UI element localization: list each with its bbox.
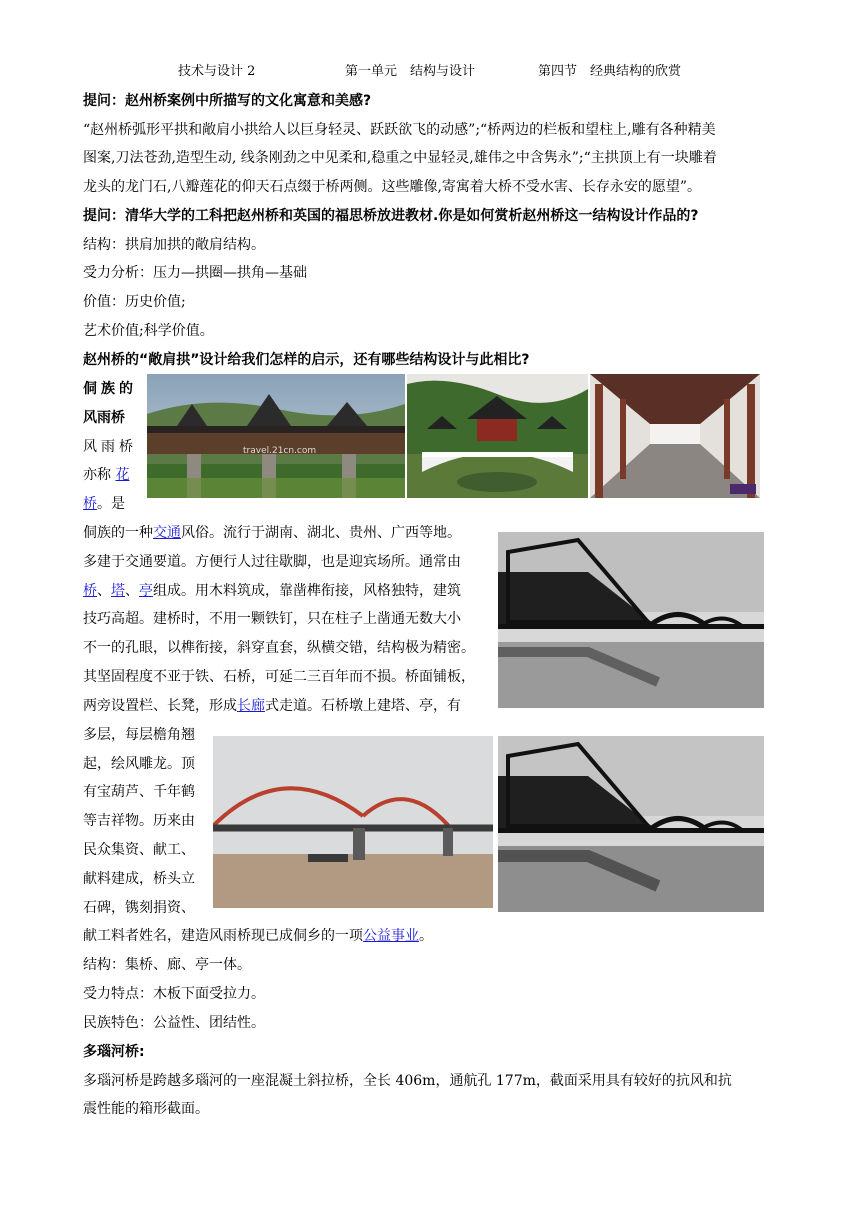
link-changlang[interactable]: 长廊 (237, 698, 265, 714)
pavilion-bridge-photo (407, 374, 588, 498)
fengyu-narrow-line: 民众集资、献工、 (83, 842, 195, 858)
fengyu-force: 受力特点：木板下面受拉力。 (83, 986, 265, 1002)
fengyu-body-line: 不一的孔眼，以榫衔接，斜穿直套，纵横交错，结构极为精密。 (83, 640, 475, 656)
forth-bridge-photo-2 (498, 736, 764, 912)
fengyu-narrow-line: 多层，每层檐角翘 (83, 727, 195, 743)
fengyu-intro-a: 风 雨 桥 (83, 439, 133, 455)
duoyao-para-line: 震性能的箱形截面。 (83, 1101, 209, 1117)
link-jiaotong[interactable]: 交通 (153, 525, 181, 541)
question-1-para-line: 龙头的龙门石,八瓣莲花的仰天石点缀于桥两侧。这些雕像,寄寓着大桥不受水害、长存永安的愿望”。 (83, 179, 702, 195)
fengyu-narrow-line: 有宝葫芦、千年鹤 (83, 784, 195, 800)
fengyu-body-line: 桥、塔、亭组成。用木料筑成，靠凿榫衔接，风格独特，建筑 (83, 583, 461, 599)
link-ta[interactable]: 塔 (111, 583, 125, 599)
fengyu-narrow-line: 等吉祥物。历来由 (83, 813, 195, 829)
link-hua[interactable]: 花 (115, 467, 130, 483)
fengyu-heading-a: 侗 族 的 (83, 381, 133, 397)
fengyu-feature: 民族特色：公益性、团结性。 (83, 1015, 265, 1031)
zhaozhou-structure: 结构：拱肩加拱的敞肩结构。 (83, 237, 265, 253)
fengyu-body-line: 其坚固程度不亚于铁、石桥，可延二三百年而不损。桥面铺板， (83, 669, 475, 685)
fengyu-structure: 结构：集桥、廊、亭一体。 (83, 957, 251, 973)
link-gongyi[interactable]: 公益事业 (363, 928, 419, 944)
fengyu-body-line: 技巧高超。建桥时，不用一颗铁钉，只在柱子上凿通无数大小 (83, 611, 461, 627)
photo-watermark: travel.21cn.com (243, 446, 317, 456)
question-1-para-line: “赵州桥弧形平拱和敞肩小拱给人以巨身轻灵、跃跃欲飞的动感”;“桥两边的栏板和望柱上,雕有各种精美 (83, 122, 716, 138)
question-1-title: 提问：赵州桥案例中所描写的文化寓意和美感? (83, 93, 372, 109)
arch-bridge-photo (213, 736, 493, 908)
fengyu-intro-c: 桥。是 (83, 496, 125, 512)
link-ting[interactable]: 亭 (139, 583, 153, 599)
header-course: 技术与设计 2 (178, 64, 256, 79)
zhaozhou-value-2: 艺术价值;科学价值。 (83, 323, 214, 339)
fengyu-body-line: 多建于交通要道。方便行人过往歇脚，也是迎宾场所。通常由 (83, 554, 461, 570)
question-1-para-line: 图案,刀法苍劲,造型生动, 线条刚劲之中见柔和,稳重之中显轻灵,雄伟之中含隽永”;“主拱顶上有一块雕着 (83, 150, 717, 166)
duoyao-title: 多瑙河桥: (83, 1044, 145, 1060)
corridor-photo (590, 374, 760, 498)
fengyu-body-line: 侗族的一种交通风俗。流行于湖南、湖北、贵州、广西等地。 (83, 525, 461, 541)
question-2-title: 提问：清华大学的工科把赵州桥和英国的福思桥放进教材.你是如何赏析赵州桥这一结构设计作品的? (83, 208, 699, 224)
fengyu-narrow-line: 石碑，镌刻捐资、 (83, 900, 195, 916)
fengyu-heading-b: 风雨桥 (83, 410, 125, 426)
fengyu-narrow-line: 起，绘风雕龙。顶 (83, 756, 195, 772)
forth-bridge-photo-1 (498, 532, 764, 708)
fengyu-body-line: 两旁设置栏、长凳，形成长廊式走道。石桥墩上建塔、亭，有 (83, 698, 461, 714)
link-qiao-2[interactable]: 桥 (83, 583, 97, 599)
question-3-title: 赵州桥的“敞肩拱”设计给我们怎样的启示，还有哪些结构设计与此相比? (83, 352, 530, 368)
header-section: 第四节 经典结构的欣赏 (538, 64, 682, 79)
fengyu-body-line: 献工料者姓名，建造风雨桥现已成侗乡的一项公益事业。 (83, 928, 433, 944)
header-unit: 第一单元 结构与设计 (345, 64, 476, 79)
duoyao-para-line: 多瑙河桥是跨越多瑙河的一座混凝土斜拉桥，全长 406m，通航孔 177m，截面采用具有较好的抗风和抗 (83, 1073, 732, 1089)
fengyu-narrow-line: 献料建成，桥头立 (83, 871, 195, 887)
zhaozhou-force: 受力分析：压力—拱圈—拱角—基础 (83, 265, 307, 281)
fengyu-intro-b: 亦称 花 (83, 467, 130, 483)
zhaozhou-value-1: 价值：历史价值; (83, 294, 186, 310)
link-qiao[interactable]: 桥 (83, 496, 97, 512)
wind-rain-bridge-photo (147, 374, 405, 498)
